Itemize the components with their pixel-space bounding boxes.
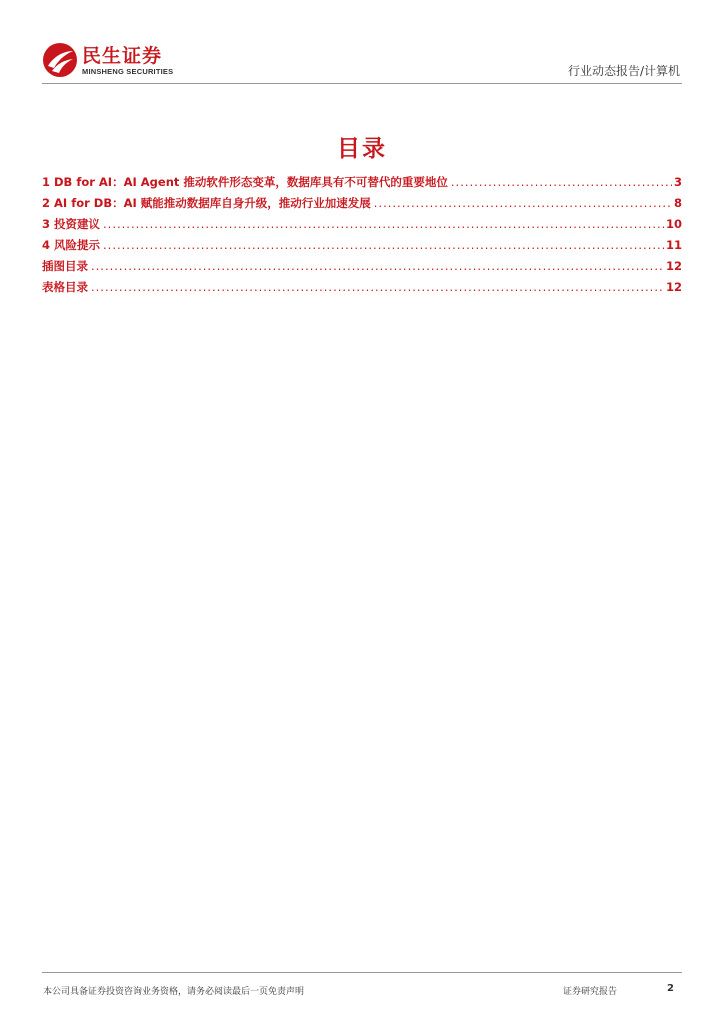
- toc-entry-page: 11: [665, 238, 682, 252]
- footer-report-label: 证券研究报告: [563, 987, 618, 997]
- toc-entry-page: 10: [665, 217, 682, 231]
- toc-leader-dots: [91, 259, 664, 273]
- toc-entry[interactable]: [42, 237, 682, 258]
- toc-entry-page: 8: [673, 196, 682, 210]
- header-divider: [42, 83, 682, 84]
- table-of-contents: [42, 174, 682, 300]
- toc-entry-label: 2 AI for DB：AI 赋能推动数据库自身升级，推动行业加速发展: [42, 196, 371, 210]
- logo-chinese-name: 民生证券: [82, 44, 163, 67]
- minsheng-logo-icon: [42, 42, 78, 78]
- company-logo: [42, 42, 173, 78]
- logo-english-name: MINSHENG SECURITIES: [82, 66, 174, 76]
- toc-leader-dots: [91, 280, 664, 294]
- toc-entry-page: 3: [673, 175, 682, 189]
- toc-leader-dots: [103, 238, 664, 252]
- page-number: 2: [667, 983, 674, 994]
- report-type: 行业动态报告/计算机: [567, 64, 680, 78]
- page-header: [42, 40, 682, 84]
- toc-entry-page: 12: [665, 259, 682, 273]
- toc-leader-dots: [374, 196, 672, 210]
- toc-entry-label: 表格目录: [42, 280, 88, 294]
- toc-entry-label: 插图目录: [42, 259, 88, 273]
- toc-title: 目录: [337, 136, 387, 162]
- footer-divider: [42, 972, 682, 973]
- toc-entry-page: 12: [665, 280, 682, 294]
- toc-entry[interactable]: [42, 279, 682, 300]
- toc-entry-label: 4 风险提示: [42, 238, 101, 252]
- toc-entry[interactable]: [42, 216, 682, 237]
- footer-disclaimer: 本公司具备证券投资咨询业务资格，请务必阅读最后一页免责声明: [43, 987, 305, 997]
- toc-entry[interactable]: [42, 195, 682, 216]
- toc-leader-dots: [103, 217, 664, 231]
- toc-entry[interactable]: [42, 258, 682, 279]
- toc-leader-dots: [451, 175, 672, 189]
- toc-entry-label: 1 DB for AI：AI Agent 推动软件形态变革，数据库具有不可替代的重要地位: [42, 175, 448, 189]
- toc-entry-label: 3 投资建议: [42, 217, 101, 231]
- toc-entry[interactable]: [42, 174, 682, 195]
